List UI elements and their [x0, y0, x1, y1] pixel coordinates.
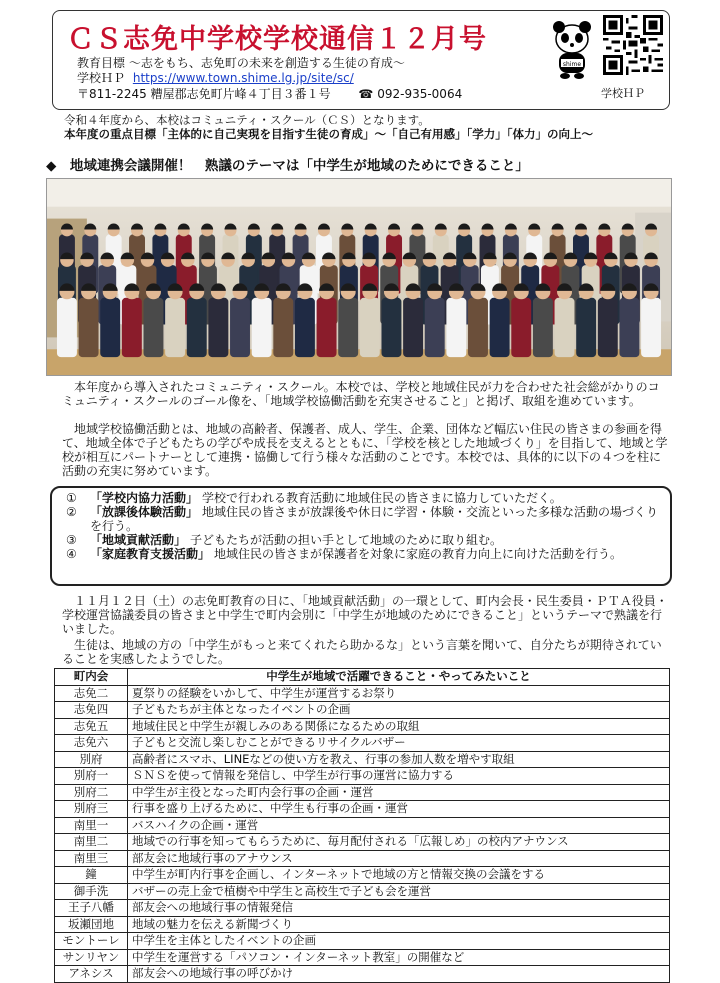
table-row: [55, 702, 670, 719]
cell-idea: 地域の魅力を伝える新聞づくり: [128, 916, 670, 933]
homepage-line: [77, 69, 354, 86]
cell-idea: 部友会への地域行事の情報発信: [128, 900, 670, 917]
table-row: [55, 751, 670, 768]
cell-area-name: 別府三: [55, 801, 128, 818]
homepage-link[interactable]: https://www.town.shime.lg.jp/site/sc/: [132, 71, 354, 85]
paragraph-cs-intro: 本年度から導入されたコミュニティ・スクール。本校では、学校と地域住民が力を合わせた社会総がかりのコミュニティ・スクールのゴール像を、「地域学校協働活動を充実させること」と掲げ、取組を進めています。: [62, 380, 660, 408]
phone-icon: ☎: [358, 87, 374, 101]
pillar-item: ② 「放課後体験活動」 地域住民の皆さまが放課後や休日に学習・体験・交流といった多様な活動の場づくりを行う。: [66, 505, 659, 533]
paragraph-student-reflection: 生徒は、地域の方の「中学生がもっと来てくれたら助かるな」という言葉を聞いて、自分たちが期待されていることを実感したようでした。: [62, 638, 662, 666]
table-header-row: [55, 669, 670, 686]
masthead: [52, 10, 670, 110]
panda-mascot-icon: [545, 17, 599, 79]
cell-area-name: サンリヤン: [55, 949, 128, 966]
table-row: [55, 933, 670, 950]
paragraph-activity-definition: 地域学校協働活動とは、地域の高齢者、保護者、成人、学生、企業、団体など幅広い住民の皆さまの参画を得て、地域全体で子どもたちの学びや成長を支えるとともに、「学校を核とした地域づくり」を目指して、地域と学校が相互にパートナーとして連携・協働して行う様々な活動のことです。本校では、具体的に以下の４つを柱に活動の充実に努めています。: [62, 422, 668, 478]
column-header-ideas: 中学生が地域で活躍できること・やってみたいこと: [128, 669, 670, 686]
qr-code-icon[interactable]: [603, 15, 663, 75]
cell-idea: 中学生を主体としたイベントの企画: [128, 933, 670, 950]
table-row: [55, 768, 670, 785]
cell-idea: 行事を盛り上げるために、中学生も行事の企画・運営: [128, 801, 670, 818]
cell-idea: 地域での行事を知ってもらうために、毎月配付される「広報しめ」の校内アナウンス: [128, 834, 670, 851]
cell-idea: 地域住民と中学生が親しみのある関係になるための取組: [128, 718, 670, 735]
cell-area-name: 王子八幡: [55, 900, 128, 917]
table-row: [55, 883, 670, 900]
qr-label: 学校ＨＰ: [601, 87, 645, 100]
table-row: [55, 801, 670, 818]
cell-area-name: 志免四: [55, 702, 128, 719]
cell-area-name: 御手洗: [55, 883, 128, 900]
four-pillars-box: [50, 486, 672, 586]
cell-area-name: 南里二: [55, 834, 128, 851]
homepage-label: 学校ＨＰ: [77, 71, 126, 85]
cell-idea: 高齢者にスマホ、LINEなどの使い方を教え、行事の参加人数を増やす取組: [128, 751, 670, 768]
table-row: [55, 735, 670, 752]
cell-idea: 子どもと交流し楽しむことができるリサイクルバザー: [128, 735, 670, 752]
cell-area-name: 別府一: [55, 768, 128, 785]
table-body: [55, 685, 670, 982]
phone-number: 092-935-0064: [377, 87, 463, 101]
newsletter-title: ＣＳ志免中学校学校通信１２月号: [67, 24, 487, 55]
cell-idea: 部友会への地域行事の呼びかけ: [128, 966, 670, 983]
cell-area-name: 鐘: [55, 867, 128, 884]
cell-area-name: 志免六: [55, 735, 128, 752]
table-row: [55, 834, 670, 851]
cell-area-name: アネシス: [55, 966, 128, 983]
table-row: [55, 966, 670, 983]
cell-area-name: 別府二: [55, 784, 128, 801]
cell-idea: バスハイクの企画・運営: [128, 817, 670, 834]
cell-idea: 子どもたちが主体となったイベントの企画: [128, 702, 670, 719]
cell-area-name: 志免五: [55, 718, 128, 735]
cell-idea: 中学生が町内行事を企画し、インターネットで地域の方と情報交換の会議をする: [128, 867, 670, 884]
table-row: [55, 817, 670, 834]
cell-idea: 夏祭りの経験をいかして、中学生が運営するお祭り: [128, 685, 670, 702]
cell-idea: 部友会に地域行事のアナウンス: [128, 850, 670, 867]
group-photo: [46, 178, 672, 376]
education-goal: 教育目標 〜志をもち、志免町の未来を創造する生徒の育成〜: [77, 56, 405, 70]
cell-area-name: 坂瀬団地: [55, 916, 128, 933]
cell-idea: バザーの売上金で植樹や中学生と高校生で子ども会を運営: [128, 883, 670, 900]
cell-idea: ＳＮＳを使って情報を発信し、中学生が行事の運営に協力する: [128, 768, 670, 785]
table-row: [55, 718, 670, 735]
section-heading: ◆ 地域連携会議開催！ 熟議のテーマは「中学生が地域のためにできること」: [46, 158, 529, 174]
pillar-item: ① 「学校内協力活動」 学校で行われる教育活動に地域住民の皆さまに協力していただく。: [66, 491, 562, 505]
cs-announcement: 令和４年度から、本校はコミュニティ・スクール（ＣＳ）となります。: [64, 113, 430, 127]
table-row: [55, 949, 670, 966]
pillar-item: ④ 「家庭教育支援活動」 地域住民の皆さまが保護者を対象に家庭の教育力向上に向けた活動を行う。: [66, 547, 623, 561]
table-row: [55, 850, 670, 867]
pillar-item: ③ 「地域貢献活動」 子どもたちが活動の担い手として地域のために取り組む。: [66, 533, 503, 547]
cell-idea: 中学生を運営する「パソコン・インターネット教室」の開催など: [128, 949, 670, 966]
table-row: [55, 916, 670, 933]
address-line: [77, 85, 462, 102]
cell-idea: 中学生が主役となった町内会行事の企画・運営: [128, 784, 670, 801]
ideas-table: [54, 668, 670, 983]
cell-area-name: 南里三: [55, 850, 128, 867]
table-row: [55, 784, 670, 801]
table-row: [55, 900, 670, 917]
table-row: [55, 867, 670, 884]
cell-area-name: 南里一: [55, 817, 128, 834]
column-header-area: 町内会: [55, 669, 128, 686]
cell-area-name: 志免二: [55, 685, 128, 702]
priority-goal: 本年度の重点目標「主体的に自己実現を目指す生徒の育成」〜「自己有用感」「学力」「体力」の向上〜: [64, 127, 593, 141]
table-row: [55, 685, 670, 702]
address-text: 〒811-2245 糟屋郡志免町片峰４丁目３番１号: [77, 87, 331, 101]
cell-area-name: 別府: [55, 751, 128, 768]
cell-area-name: モントーレ: [55, 933, 128, 950]
svg-text:shime: shime: [562, 61, 582, 68]
paragraph-event-report: １１月１２日（土）の志免町教育の日に、「地域貢献活動」の一環として、町内会長・民生委員・ＰＴＡ役員・学校運営協議委員の皆さまと中学生で町内会別に「中学生が地域のためにできること」というテーマで熟議を行いました。: [62, 594, 668, 636]
